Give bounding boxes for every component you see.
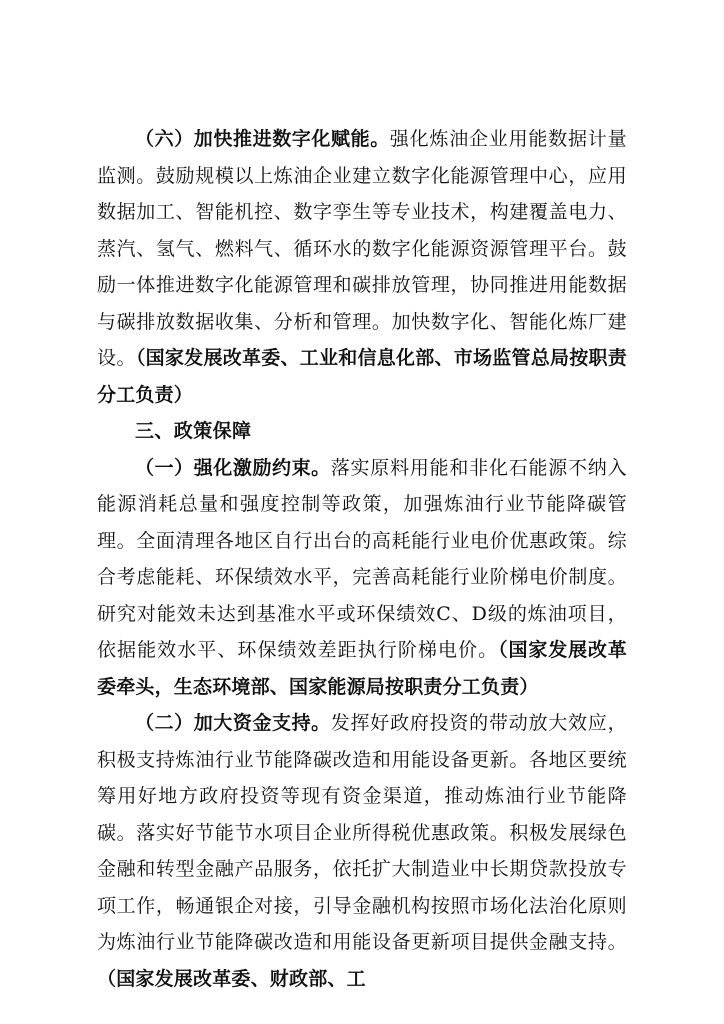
- paragraph-lead: （六）加快推进数字化赋能。: [135, 128, 390, 150]
- responsibility-note: （国家发展改革委牵头，生态环境部、国家能源局按职责分工负责）: [97, 639, 627, 698]
- responsibility-note: （国家发展改革委、工业和信息化部、市场监管总局按职责分工负责）: [97, 347, 627, 406]
- paragraph-funding: [97, 705, 627, 997]
- paragraph-text: 强化炼油企业用能数据计量监测。鼓励规模以上炼油企业建立数字化能源管理中心，应用数据加工、智能机控、数字孪生等专业技术，构建覆盖电力、蒸汽、氢气、燃料气、循环水的数字化能源资源管理平台。鼓励一体推进数字化能源管理和碳排放管理，协同推进用能数据与碳排放数据收集、分析和管理。加快数字化、智能化炼厂建设。: [97, 128, 627, 369]
- paragraph-incentives: [97, 450, 627, 706]
- paragraph-lead: （二）加大资金支持。: [135, 712, 331, 734]
- paragraph-text: 落实原料用能和非化石能源不纳入能源消耗总量和强度控制等政策，加强炼油行业节能降碳管理。全面清理各地区自行出台的高耗能行业电价优惠政策。综合考虑能耗、环保绩效水平，完善高耗能行业阶梯电价制度。研究对能效未达到基准水平或环保绩效C、D级的炼油项目，依据能效水平、环保绩效差距执行阶梯电价。: [97, 456, 627, 661]
- paragraph-digital-empowerment: [97, 121, 627, 413]
- paragraph-text: 发挥好政府投资的带动放大效应，积极支持炼油行业节能降碳改造和用能设备更新。各地区要统筹用好地方政府投资等现有资金渠道，推动炼油行业节能降碳。落实好节能节水项目企业所得税优惠政策。积极发展绿色金融和转型金融产品服务，依托扩大制造业中长期贷款投放专项工作，畅通银企对接，引导金融机构按照市场化法治化原则为炼油行业节能降碳改造和用能设备更新项目提供金融支持。: [97, 712, 627, 953]
- responsibility-note: （国家发展改革委、财政部、工: [97, 967, 366, 990]
- paragraph-lead: （一）强化激励约束。: [135, 456, 331, 479]
- document-body: [97, 121, 627, 997]
- section-heading: 三、政策保障: [135, 420, 252, 442]
